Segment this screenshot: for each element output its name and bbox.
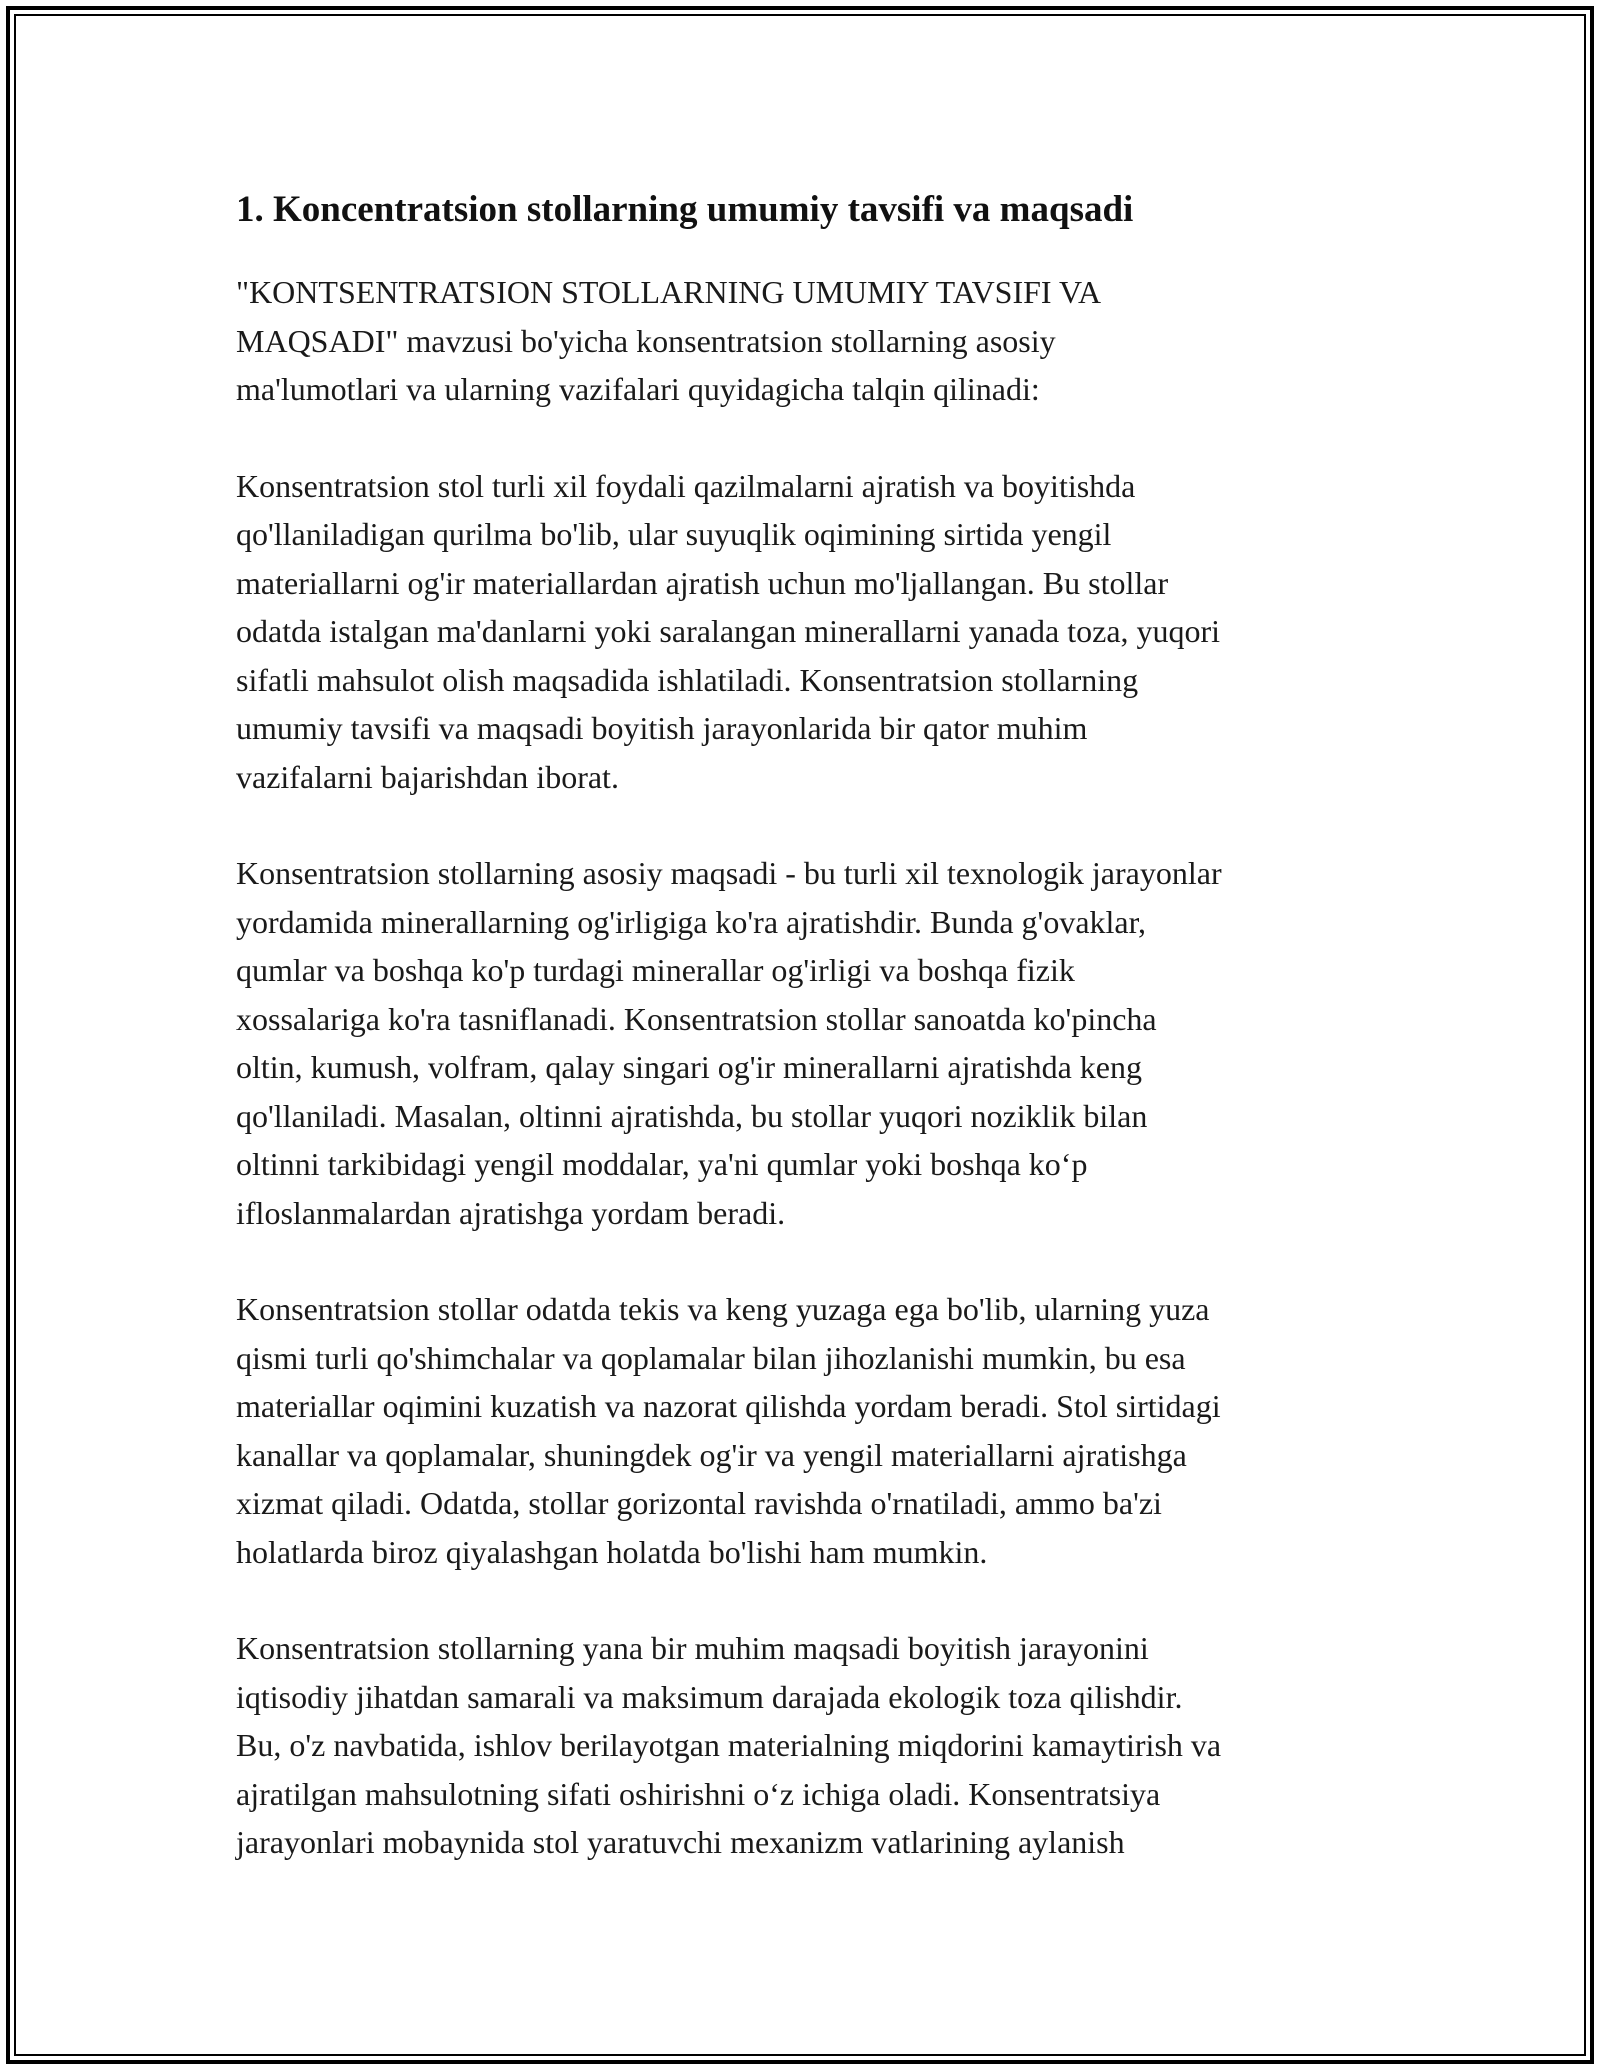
paragraph-intro: "KONTSENTRATSION STOLLARNING UMUMIY TAVSIFI VA MAQSADI" mavzusi bo'yicha konsentratsion stollarning asosiy ma'lumotlari va ularning vazifalari quyidagicha talqin qilinadi: (236, 274, 1102, 407)
document-body (236, 184, 1376, 1915)
paragraph-description: Konsentratsion stol turli xil foydali qazilmalarni ajratish va boyitishda qo'llaniladigan qurilma bo'lib, ular suyuqlik oqimining sirtida yengil materiallarni og'ir materiallardan ajratish uchun mo'ljallangan. Bu stollar odatda istalgan ma'danlarni yoki saralangan minerallarni yanada toza, yuqori sifatli mahsulot olish maqsadida ishlatiladi. Konsentratsion stollarning umumiy tavsifi va maqsadi boyitish jarayonlarida bir qator muhim vazifalarni bajarishdan iborat. (236, 467, 1221, 795)
paragraph-main-purpose: Konsentratsion stollarning asosiy maqsadi - bu turli xil texnologik jarayonlar yordamida minerallarning og'irligiga ko'ra ajratishdir. Bunda g'ovaklar, qumlar va boshqa ko'p turdagi minerallar og'irligi va boshqa fizik xossalariga ko'ra tasniflanadi. Konsentratsion stollar sanoatda ko'pincha oltin, kumush, volfram, qalay singari og'ir minerallarni ajratishda keng qo'llaniladi. Masalan, oltinni ajratishda, bu stollar yuqori noziklik bilan oltinni tarkibidagi yengil moddalar, ya'ni qumlar yoki boshqa ko‘p ifloslanmalardan ajratishga yordam beradi. (236, 855, 1222, 1231)
paragraph-surface: Konsentratsion stollar odatda tekis va keng yuzaga ega bo'lib, ularning yuza qismi turli qo'shimchalar va qoplamalar bilan jihozlanishi mumkin, bu esa materiallar oqimini kuzatish va nazorat qilishda yordam beradi. Stol sirtidagi kanallar va qoplamalar, shuningdek og'ir va yengil materiallarni ajratishga xizmat qiladi. Odatda, stollar gorizontal ravishda o'rnatiladi, ammo ba'zi holatlarda biroz qiyalashgan holatda bo'lishi ham mumkin. (236, 1291, 1221, 1570)
paragraph-economic-purpose: Konsentratsion stollarning yana bir muhim maqsadi boyitish jarayonini iqtisodiy jihatdan samarali va maksimum darajada ekologik toza qilishdir. Bu, o'z navbatida, ishlov berilayotgan materialning miqdorini kamaytirish va ajratilgan mahsulotning sifati oshirishni o‘z ichiga oladi. Konsentratsiya jarayonlari mobaynida stol yaratuvchi mexanizm vatlarining aylanish (236, 1630, 1222, 1860)
section-heading: 1. Koncentratsion stollarning umumiy tavsifi va maqsadi (236, 189, 1134, 230)
